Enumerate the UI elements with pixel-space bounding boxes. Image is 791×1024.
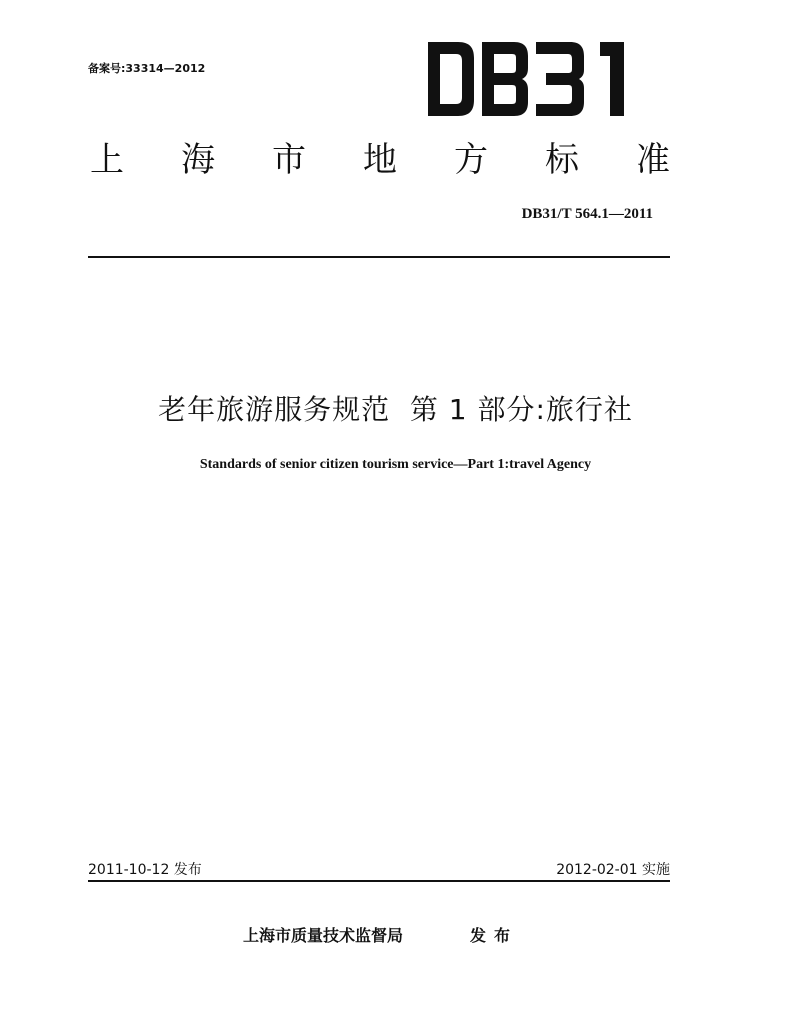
standard-type-char: 市: [272, 140, 306, 180]
standard-type-char: 地: [363, 140, 397, 180]
standard-type-char: 准: [636, 140, 670, 180]
db31-logo: [428, 42, 634, 116]
standard-code: DB31/T 564.1—2011: [521, 206, 653, 222]
standard-type-char: 海: [181, 140, 215, 180]
document-title-english: Standards of senior citizen tourism service—Part 1:travel Agency: [199, 457, 592, 472]
publish-label: 发布: [470, 926, 519, 945]
db31-logo-glyphs: [428, 42, 624, 116]
filing-number: 备案号:33314—2012: [88, 62, 206, 75]
document-title-chinese: 老年旅游服务规范 第 1 部分:旅行社: [158, 393, 633, 426]
standard-type-title: [90, 138, 670, 182]
standard-type-char: 上: [90, 140, 124, 180]
standard-type-char: 方: [454, 140, 488, 180]
implementation-date: 2012-02-01 实施: [556, 862, 670, 878]
issue-date: 2011-10-12 发布: [88, 862, 202, 878]
standard-type-char: 标: [545, 140, 579, 180]
header-divider: [88, 256, 670, 258]
footer-divider: [88, 880, 670, 882]
issuing-authority: 上海市质量技术监督局: [243, 926, 404, 945]
